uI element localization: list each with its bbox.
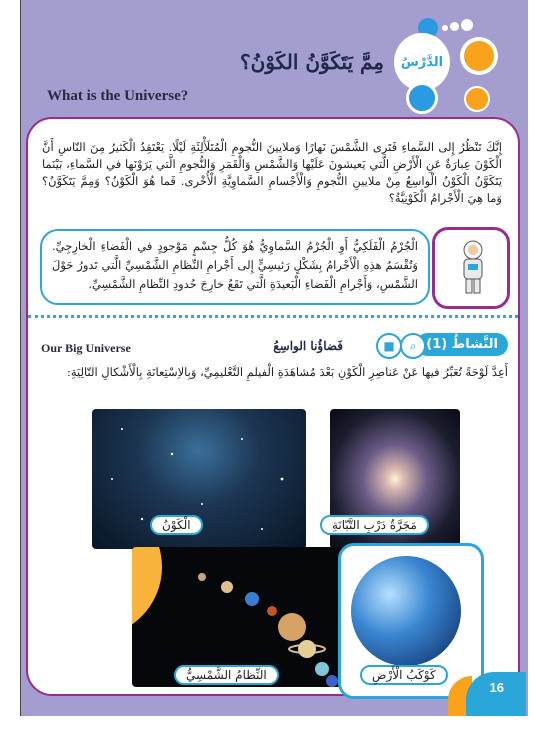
- intro-paragraph: إِنَّكَ تَنْظُرُ إِلى السَّماءِ فَتَرى الشَّمْسَ نَهارًا وَملايينَ النُّجومِ الْمُتَلَأْلِئَةِ لَيْلًا. يَعْتَقِدُ الْكَثيرُ مِنَ النّاسِ أَنَّ الْكَوْنَ عِبارَةٌ عَنِ الْأَرْضِ الَّتي يَعيشونَ عَلَيْها وَالشَّمْسِ وَالْقَمَرِ وَالنُّجومِ الَّتي يَرَوْنَها في السَّماءِ، بَيْنَما يَتَكَوَّنُ الْكَوْنُ الْواسِعُ مِنْ ملايينِ النُّجومِ وَالْأَجْسامِ السَّماوِيَّةِ الْأُخْرى. فَما هُوَ الْكَوْنُ؟ وَمِمَّ يَتَكَوَّنُ؟ وَما هِيَ الْأَجْرامُ الْكَوْنِيَّةُ؟: [42, 139, 502, 205]
- decorative-dots: [441, 16, 474, 35]
- astronaut-frame: [432, 227, 510, 309]
- earth-label: كَوْكَبُ الْأَرْضِ: [360, 665, 448, 685]
- definition-text: الْجُرْمُ الْفَلَكِيُّ أَوِ الْجُرْمُ السَّماوِيُّ هُوَ كُلُّ جِسْمٍ مَوْجودٍ في الْفَضاءِ الْخارِجِيِّ. وَتُقْسَمُ هذِهِ الْأَجْرامُ بِشَكْلٍ رَئيسِيٍّ إِلى أَجْرامِ النِّظامِ الشَّمْسِيِّ الَّتي تَدورُ حَوْلَ الشَّمْسِ، وَأَجْرامِ الْفَضاءِ الْبَعيدَةِ الَّتي تَقَعُ خارِجَ حُدودِ النِّظامِ الشَّمْسِيِّ.: [52, 239, 418, 291]
- activity-title: فَضاؤُنا الواسِعُ: [273, 339, 343, 353]
- globe-icon: [406, 82, 438, 114]
- universe-label: الْكَوْنُ: [150, 515, 203, 535]
- lesson-title: مِمَّ يَتَكَوَّنُ الكَوْنُ؟: [240, 50, 384, 74]
- lesson-badge-label: الدَّرْسُ: [400, 54, 444, 70]
- page-number: 16: [489, 680, 504, 695]
- galaxy-label: مَجَرَّةُ دَرْبِ التَّبّانَةِ: [320, 515, 429, 535]
- sun-icon: [464, 41, 494, 71]
- planet-icon: [464, 86, 490, 112]
- content-card: [26, 117, 520, 696]
- activity-english-title: Our Big Universe: [41, 341, 131, 355]
- astronaut-icon: [459, 240, 487, 296]
- magnifier-icon: ⌕: [400, 333, 426, 359]
- video-camera-icon: ■: [376, 333, 402, 359]
- activity-instruction: أَعِدَّ لَوْحَةً تُعَبِّرُ فيها عَنْ عَناصِرِ الْكَوْنِ بَعْدَ مُشاهَدَةِ الْفيلمِ التَّعْليمِيِّ، وَبِالاِسْتِعانَةِ بِالْأَشْكالِ التّالِيَةِ:: [66, 365, 508, 379]
- definition-box: [40, 229, 430, 305]
- activity-label: النَّشاطُ (1): [416, 333, 508, 356]
- solar-system-label: النِّظامُ الشَّمْسِيُّ: [174, 665, 279, 685]
- earth-image: [351, 556, 461, 666]
- section-divider: [28, 315, 518, 318]
- english-title: What is the Universe?: [47, 88, 189, 104]
